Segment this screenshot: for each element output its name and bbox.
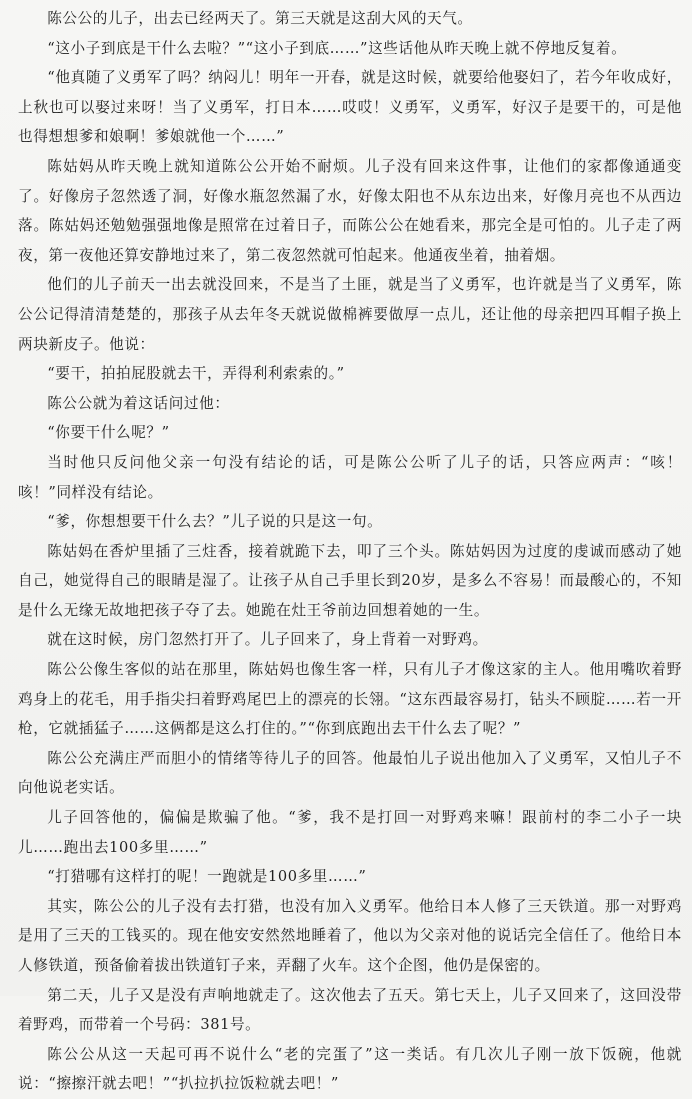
paragraph-16: “打猎哪有这样打的呢！一跑就是100多里……”	[47, 868, 367, 886]
paragraph-12: 就在这时候，房门忽然打开了。儿子回来了，身上背着一对野鸡。	[47, 631, 488, 649]
paragraph-10: “爹，你想想要干什么去？”儿子说的只是这一句。	[47, 513, 383, 531]
paragraph-8: “你要干什么呢？”	[47, 424, 170, 442]
paragraph-2: “这小子到底是干什么去啦？”“这小子到底……”这些话他从昨天晚上就不停地反复着。	[47, 39, 627, 57]
paragraph-17: 其实，陈公公的儿子没有去打猎，也没有加入义勇军。他给日本人修了三天铁道。那一对野鸡是用了三天的工钱买的。现在他安安然然地睡着了，他以为父亲对他的说话完全信任了。他给日本人修铁道，预备偷着拔出铁道钉子来，弄翻了火车。这个企图，他仍是保密的。	[18, 897, 682, 974]
paragraph-14: 陈公公充满庄严而胆小的情绪等待儿子的回答。他最怕儿子说出他加入了义勇军，又怕儿子不向他说老实话。	[18, 749, 682, 797]
paragraph-5: 他们的儿子前天一出去就没回来，不是当了土匪，就是当了义勇军，也许就是当了义勇军，陈公公记得清清楚楚的，那孩子从去年冬天就说做棉裤要做厚一点儿，还让他的母亲把四耳帽子换上两块新皮子。他说：	[18, 276, 682, 353]
paragraph-6: “要干，拍拍屁股就去干，弄得利利索索的。”	[47, 365, 345, 383]
paragraph-9: 当时他只反问他父亲一句没有结论的话，可是陈公公听了儿子的话，只答应两声：“咳！咳！”同样没有结论。	[18, 453, 682, 501]
paragraph-7: 陈公公就为着这话问过他：	[47, 394, 230, 412]
paragraph-11: 陈姑妈在香炉里插了三炷香，接着就跪下去，叩了三个头。陈姑妈因为过度的虔诚而感动了她自己，她觉得自己的眼睛是湿了。让孩子从自己手里长到20岁，是多么不容易！而最酸心的，不知是什么无缘无故地把孩子夺了去。她跪在灶王爷前边回想着她的一生。	[18, 542, 682, 619]
paragraph-18: 第二天，儿子又是没有声响地就走了。这次他去了五天。第七天上，儿子又回来了，这回没带着野鸡，而带着一个号码：381号。	[18, 986, 682, 1034]
paragraph-15: 儿子回答他的，偏偏是欺骗了他。“爹，我不是打回一对野鸡来嘛！跟前村的李二小子一块儿……跑出去100多里……”	[18, 809, 682, 856]
paragraph-13: 陈公公像生客似的站在那里，陈姑妈也像生客一样，只有儿子才像这家的主人。他用嘴吹着野鸡身上的花毛，用手指尖扫着野鸡尾巴上的漂亮的长翎。“这东西最容易打，钻头不顾腚……若一开枪，它就插猛子……这俩都是这么打住的。”“你到底跑出去干什么去了呢？”	[18, 661, 682, 738]
paragraph-3: “他真随了义勇军了吗？纳闷儿！明年一开春，就是这时候，就要给他娶妇了，若今年收成好，上秋也可以娶过来呀！当了义勇军，打日本……哎哎！义勇军，义勇军，好汉子是要干的，可是他也得想想爹和娘啊！爹娘就他一个……”	[18, 69, 682, 146]
paragraph-1: 陈公公的儿子，出去已经两天了。第三天就是这刮大风的天气。	[47, 10, 473, 27]
paragraph-4: 陈姑妈从昨天晚上就知道陈公公开始不耐烦。儿子没有回来这件事，让他们的家都像通通变了。好像房子忽然透了洞，好像水瓶忽然漏了水，好像太阳也不从东边出来，好像月亮也不从西边落。陈姑妈还勉勉强强地像是照常在过着日子，而陈公公在她看来，那完全是可怕的。儿子走了两夜，第一夜他还算安静地过来了，第二夜忽然就可怕起来。他通夜坐着，抽着烟。	[18, 157, 682, 264]
paragraph-19: 陈公公从这一天起可再不说什么“老的完蛋了”这一类话。有几次儿子刚一放下饭碗，他就说：“擦擦汗就去吧！”“扒拉扒拉饭粒就去吧！”	[18, 1045, 682, 1093]
